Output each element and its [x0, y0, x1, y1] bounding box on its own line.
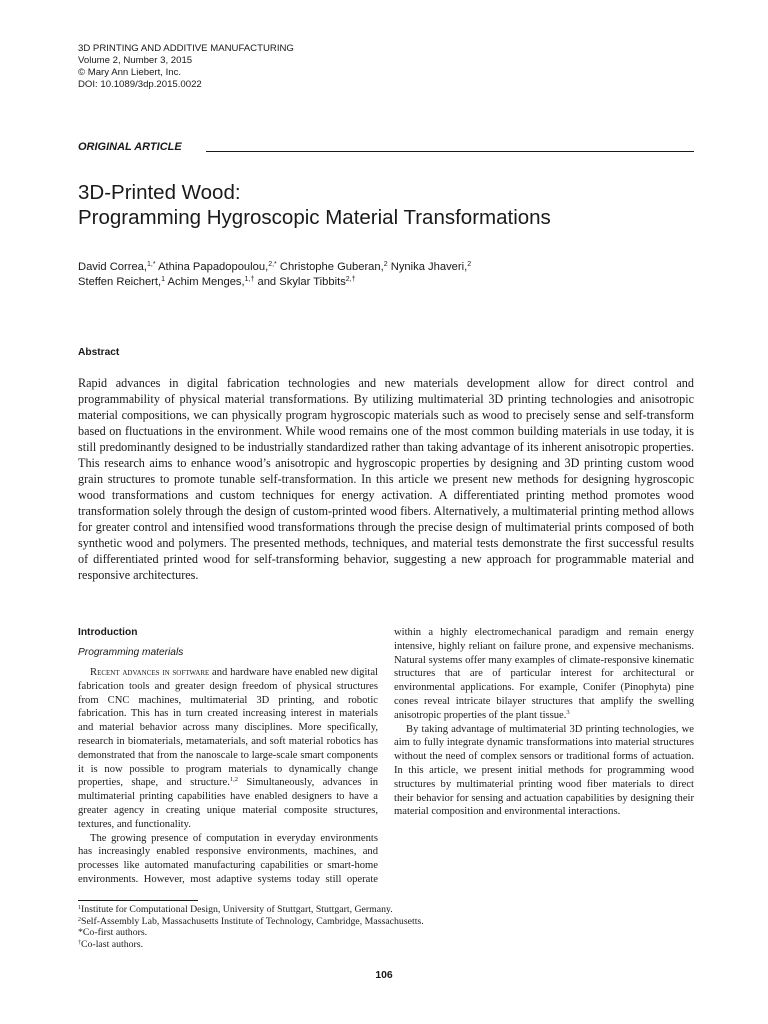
article-type-rule	[206, 151, 694, 152]
author-affiliation-mark: 1,†	[244, 276, 255, 283]
paragraph-text: The growing presence of computation in everyday environments has increasingly enabled responsive environments, machines, and processes like automated manufacturing capabilities or smart-home environments. However, most adaptive systems today still operate	[78, 832, 378, 885]
footnote-text: *Co-first authors.	[78, 927, 148, 939]
author-affiliation-mark: 2,*	[268, 261, 277, 268]
paragraph-text: within a highly electromechanical paradigm and remain energy intensive, highly reliant on failure prone, and expensive mechanisms. Natural systems offer many examples of climate-responsive kinematic structures that are of particular interest for architectural or environmental applications. For example, Conifer (Pinophyta) pine cones reveal intricate bilayer structures that amplify the swelling anisotropic properties of the plant tissue.	[394, 627, 694, 721]
journal-header	[78, 43, 294, 91]
author-name: Achim Menges,	[167, 276, 245, 288]
author-name: Athina Papadopoulou,	[158, 261, 269, 273]
paragraph-text: Simultaneously, advances in multimaterial printing capabilities have enabled designers to have a greater agency in creating unique material composite structures, textures, and functionality.	[78, 777, 378, 830]
author-name: David Correa,	[78, 261, 148, 273]
journal-volume: Volume 2, Number 3, 2015	[78, 55, 193, 66]
author-name: Nynika Jhaveri,	[390, 261, 468, 273]
title-line-1: 3D-Printed Wood:	[78, 181, 241, 204]
abstract-heading: Abstract	[78, 347, 120, 358]
intro-paragraph-2-continued	[394, 626, 694, 723]
footnote	[78, 939, 424, 951]
author-affiliation-mark: 2	[467, 261, 472, 268]
intro-paragraph-3: By taking advantage of multimaterial 3D printing technologies, we aim to fully integrate dynamic transformations into material structures without the need of complex sensors or traditional forms of actuation. In this article, we present initial methods for programming wood structures by multimaterial printing wood fiber materials to direct their behavior for sensing and actuation capabilities by designing their material composition and environmental interactions.	[394, 723, 694, 818]
page-number: 106	[375, 970, 393, 981]
footnote-mark: 2	[78, 916, 81, 923]
author-line-2	[78, 275, 471, 290]
intro-paragraph-2	[78, 832, 378, 887]
author-line-1	[78, 260, 471, 275]
author-name: and Skylar Tibbits	[257, 276, 346, 288]
section-heading-introduction: Introduction	[78, 627, 138, 638]
author-affiliation-mark: 1	[161, 276, 166, 283]
journal-publisher: © Mary Ann Liebert, Inc.	[78, 67, 182, 78]
author-affiliation-mark: 1,*	[147, 261, 156, 268]
footnote	[78, 927, 424, 939]
paragraph-lead-in: Recent advances in software	[90, 667, 210, 678]
footnote	[78, 904, 424, 916]
footnote-mark: 1	[78, 905, 81, 911]
subsection-heading-programming-materials: Programming materials	[78, 647, 184, 658]
citation-ref: 1,2	[229, 776, 238, 784]
author-affiliation-mark: 2	[383, 261, 388, 268]
paragraph-text: and hardware have enabled new digital fabrication tools and greater design freedom of physical structures from CNC machines, multimaterial 3D printing, and robotic fabrication. This has in turn created increasing interest in materials and material behavior across many disciplines. More specifically, research in biomaterials, metamaterials, and soft material robotics has demonstrated that from the nanoscale to large-scale smart components it is now possible to program materials to dynamically change properties, shape, and structure.	[78, 667, 379, 789]
footnote-text: Self-Assembly Lab, Massachusetts Institute of Technology, Cambridge, Massachusetts.	[81, 915, 424, 927]
intro-paragraph-1	[78, 666, 378, 832]
title-line-2: Programming Hygroscopic Material Transformations	[78, 206, 551, 229]
journal-doi: DOI: 10.1089/3dp.2015.0022	[78, 79, 202, 90]
article-title	[78, 180, 551, 230]
footnote	[78, 916, 424, 928]
footnote-rule	[78, 900, 198, 901]
journal-name: 3D PRINTING AND ADDITIVE MANUFACTURING	[78, 43, 294, 54]
author-list	[78, 260, 471, 290]
footnote-text: Co-last authors.	[81, 938, 144, 950]
author-name: Christophe Guberan,	[279, 261, 384, 273]
author-affiliation-mark: 2,†	[345, 276, 356, 283]
footnotes	[78, 904, 424, 950]
footnote-mark: †	[78, 939, 81, 946]
footnote-text: Institute for Computational Design, University of Stuttgart, Stuttgart, Germany.	[81, 904, 393, 915]
left-column	[78, 626, 378, 887]
right-column	[394, 626, 694, 819]
citation-ref: 3	[566, 708, 570, 716]
author-name: Steffen Reichert,	[78, 276, 162, 288]
article-type: ORIGINAL ARTICLE	[78, 141, 182, 153]
abstract-text: Rapid advances in digital fabrication technologies and new materials development allow for direct control and programmability of physical material transformations. By utilizing multimaterial 3D printing technologies and anisotropic material compositions, we can physically program hygroscopic materials such as wood to precisely sense and self-transform based on fluctuations in the environment. While wood remains one of the most common building materials in use today, it is still predominantly designed to be industrially standardized rather than taking advantage of its inherent anisotropic properties. This research aims to enhance wood’s anisotropic and hygroscopic properties by designing and 3D printing custom wood grain structures to promote tunable self-transformation. In this article we present new methods for designing hygroscopic wood transformations and custom techniques for energy activation. A differentiated printing method promotes wood transformation solely through the design of custom-printed wood fibers. Alternatively, a multimaterial printing method allows for greater control and intensified wood transformations through the precise design of multimaterial prints composed of both synthetic wood and polymers. The presented methods, techniques, and material tests demonstrate the first successful results of differentiated printed wood for self-transforming behavior, suggesting a new approach for programmable material and responsive architectures.	[78, 376, 694, 582]
